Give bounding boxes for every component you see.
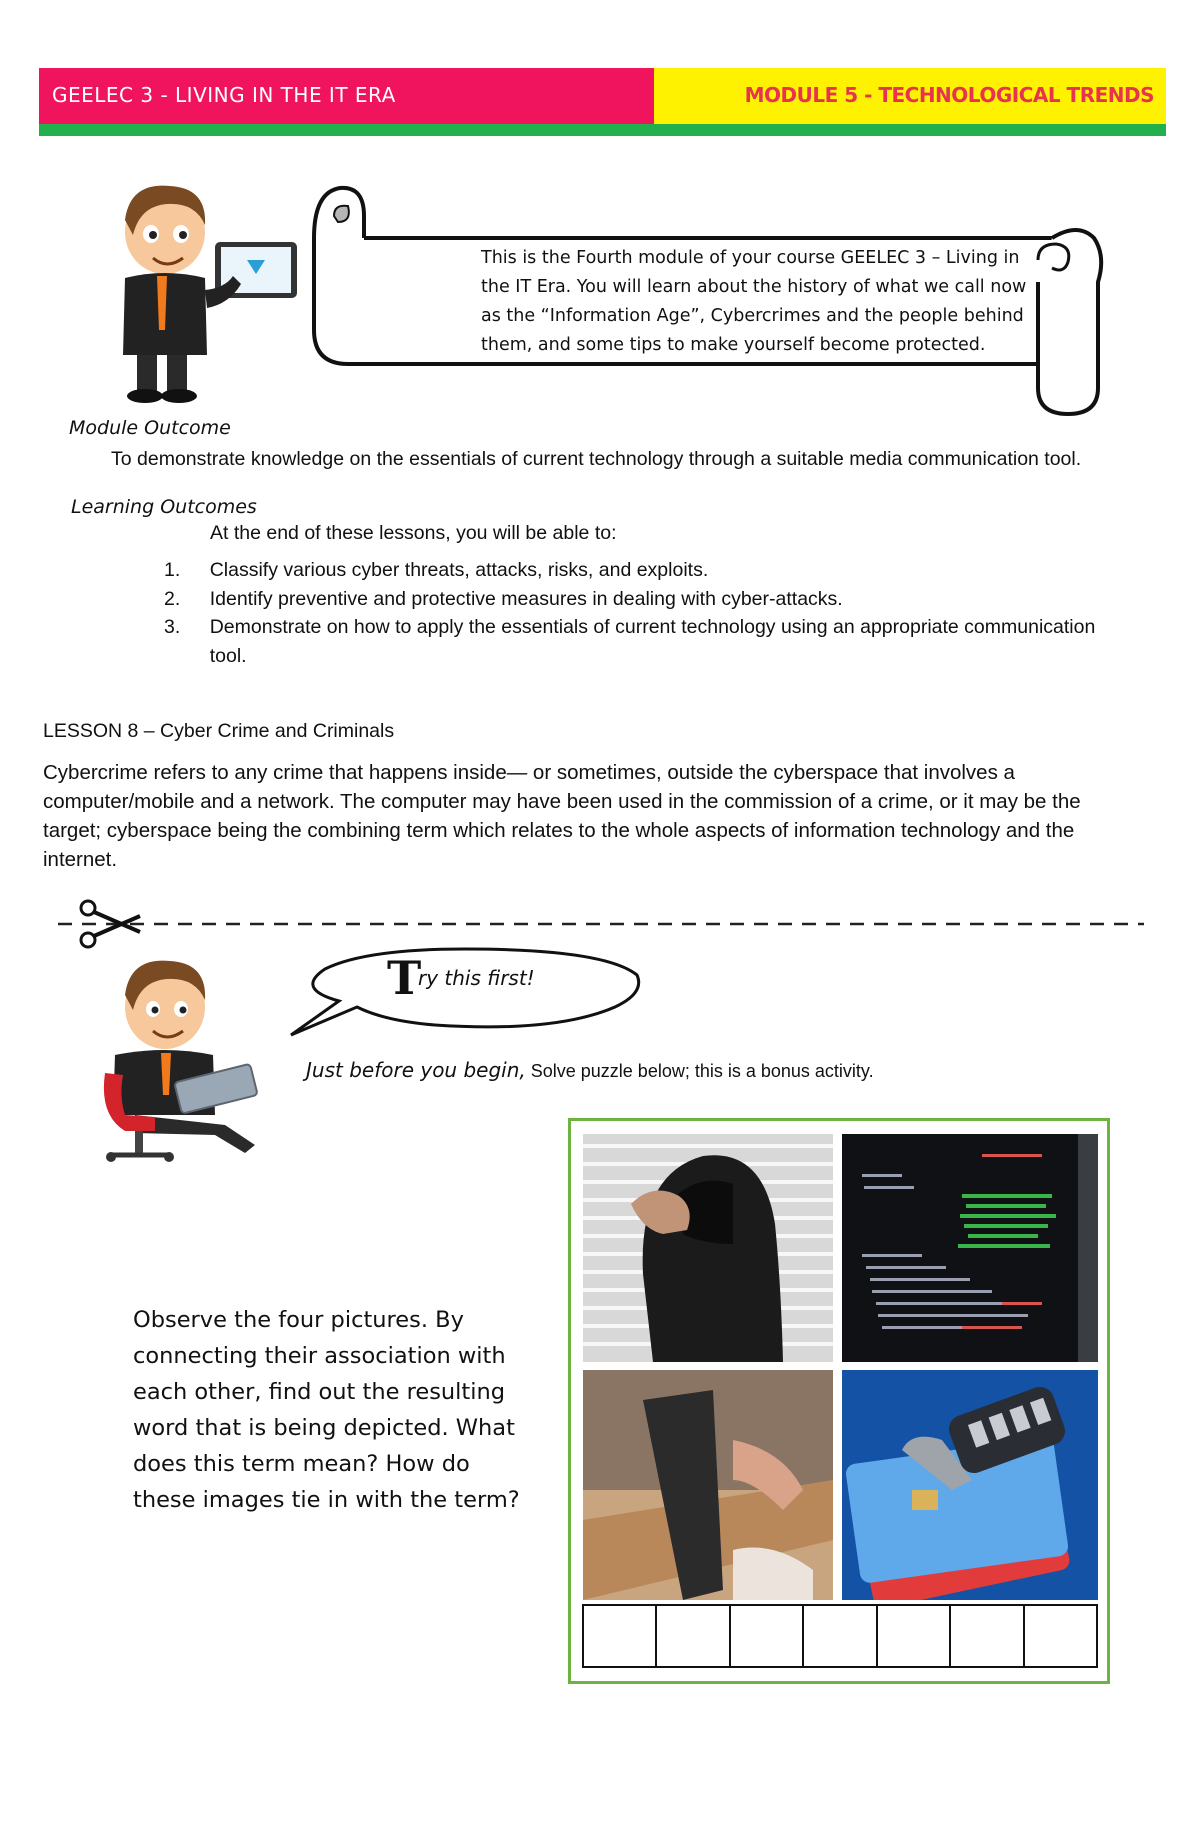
list-number: 1.	[164, 559, 181, 581]
lesson-title: LESSON 8 – Cyber Crime and Criminals	[43, 720, 395, 742]
intro-line: the IT Era. You will learn about the history of what we call now	[481, 277, 1027, 297]
list-text: tool.	[209, 644, 247, 667]
activity-instruction	[306, 1058, 874, 1082]
learning-outcomes-intro: At the end of these lessons, you will be able to:	[210, 522, 617, 544]
hooded-figure-photo	[583, 1134, 833, 1362]
answer-box[interactable]	[878, 1606, 951, 1666]
bubble-initial: T	[387, 951, 422, 1005]
learning-outcomes-list	[164, 556, 1164, 670]
activity-instruction-text: Solve puzzle below; this is a bonus activity.	[525, 1061, 874, 1081]
puzzle-prompt	[133, 1302, 533, 1518]
header-green-stripe	[39, 124, 1166, 136]
answer-boxes	[582, 1604, 1098, 1668]
list-item	[164, 585, 1164, 614]
prompt-line: each other, find out the resulting	[133, 1379, 506, 1405]
learning-outcomes-heading: Learning Outcomes	[71, 496, 257, 518]
list-text: Demonstrate on how to apply the essentials of current technology using an appropriate communication	[209, 616, 1096, 638]
intro-line: them, and some tips to make yourself become protected.	[481, 335, 986, 355]
answer-box[interactable]	[1025, 1606, 1096, 1666]
list-item-continuation	[164, 642, 1164, 671]
paragraph-line: computer/mobile and a network. The computer may have been used in the commission of a crime, or it may be the	[43, 790, 1081, 813]
code-screen-photo	[842, 1134, 1098, 1362]
prompt-line: connecting their association with	[133, 1343, 506, 1369]
intro-line: This is the Fourth module of your course GEELEC 3 – Living in	[481, 248, 1020, 268]
answer-box[interactable]	[951, 1606, 1024, 1666]
intro-text	[481, 244, 1041, 360]
list-text: Classify various cyber threats, attacks, risks, and exploits.	[209, 559, 709, 581]
module-outcome-text: To demonstrate knowledge on the essentials of current technology through a suitable media communication tool.	[111, 448, 1082, 470]
list-number: 3.	[164, 616, 181, 638]
module-title: MODULE 5 - TECHNOLOGICAL TRENDS	[744, 83, 1154, 107]
bubble-text: ry this first!	[418, 966, 535, 990]
speech-bubble	[285, 945, 645, 1045]
prompt-line: word that is being depicted. What	[133, 1415, 515, 1441]
paragraph-line: target; cyberspace being the combining term which relates to the whole aspects of information technology and the	[43, 819, 1075, 842]
list-number: 2.	[164, 587, 181, 610]
cut-line	[56, 898, 1146, 950]
student-on-chair-illustration	[95, 955, 285, 1165]
saw-cutting-photo	[583, 1370, 833, 1600]
paragraph-line: internet.	[43, 848, 118, 871]
answer-box[interactable]	[731, 1606, 804, 1666]
paragraph-line: Cybercrime refers to any crime that happens inside— or sometimes, outside the cyberspace that involves a	[43, 761, 1015, 784]
teacher-with-tablet-illustration	[95, 180, 305, 405]
module-outcome-heading: Module Outcome	[69, 417, 231, 439]
credit-card-lock-photo	[842, 1370, 1098, 1600]
prompt-line: Observe the four pictures. By	[133, 1307, 464, 1333]
list-item	[164, 556, 1164, 585]
answer-box[interactable]	[584, 1606, 657, 1666]
list-text: Identify preventive and protective measures in dealing with cyber-attacks.	[209, 587, 843, 610]
prompt-line: these images tie in with the term?	[133, 1487, 520, 1513]
answer-box[interactable]	[804, 1606, 877, 1666]
lesson-paragraph	[43, 758, 1163, 874]
course-title: GEELEC 3 - LIVING IN THE IT ERA	[52, 83, 396, 107]
prompt-line: does this term mean? How do	[133, 1451, 470, 1477]
activity-lead: Just before you begin,	[306, 1058, 526, 1082]
intro-line: as the “Information Age”, Cybercrimes and the people behind	[481, 306, 1024, 326]
list-item	[164, 613, 1164, 642]
answer-box[interactable]	[657, 1606, 730, 1666]
